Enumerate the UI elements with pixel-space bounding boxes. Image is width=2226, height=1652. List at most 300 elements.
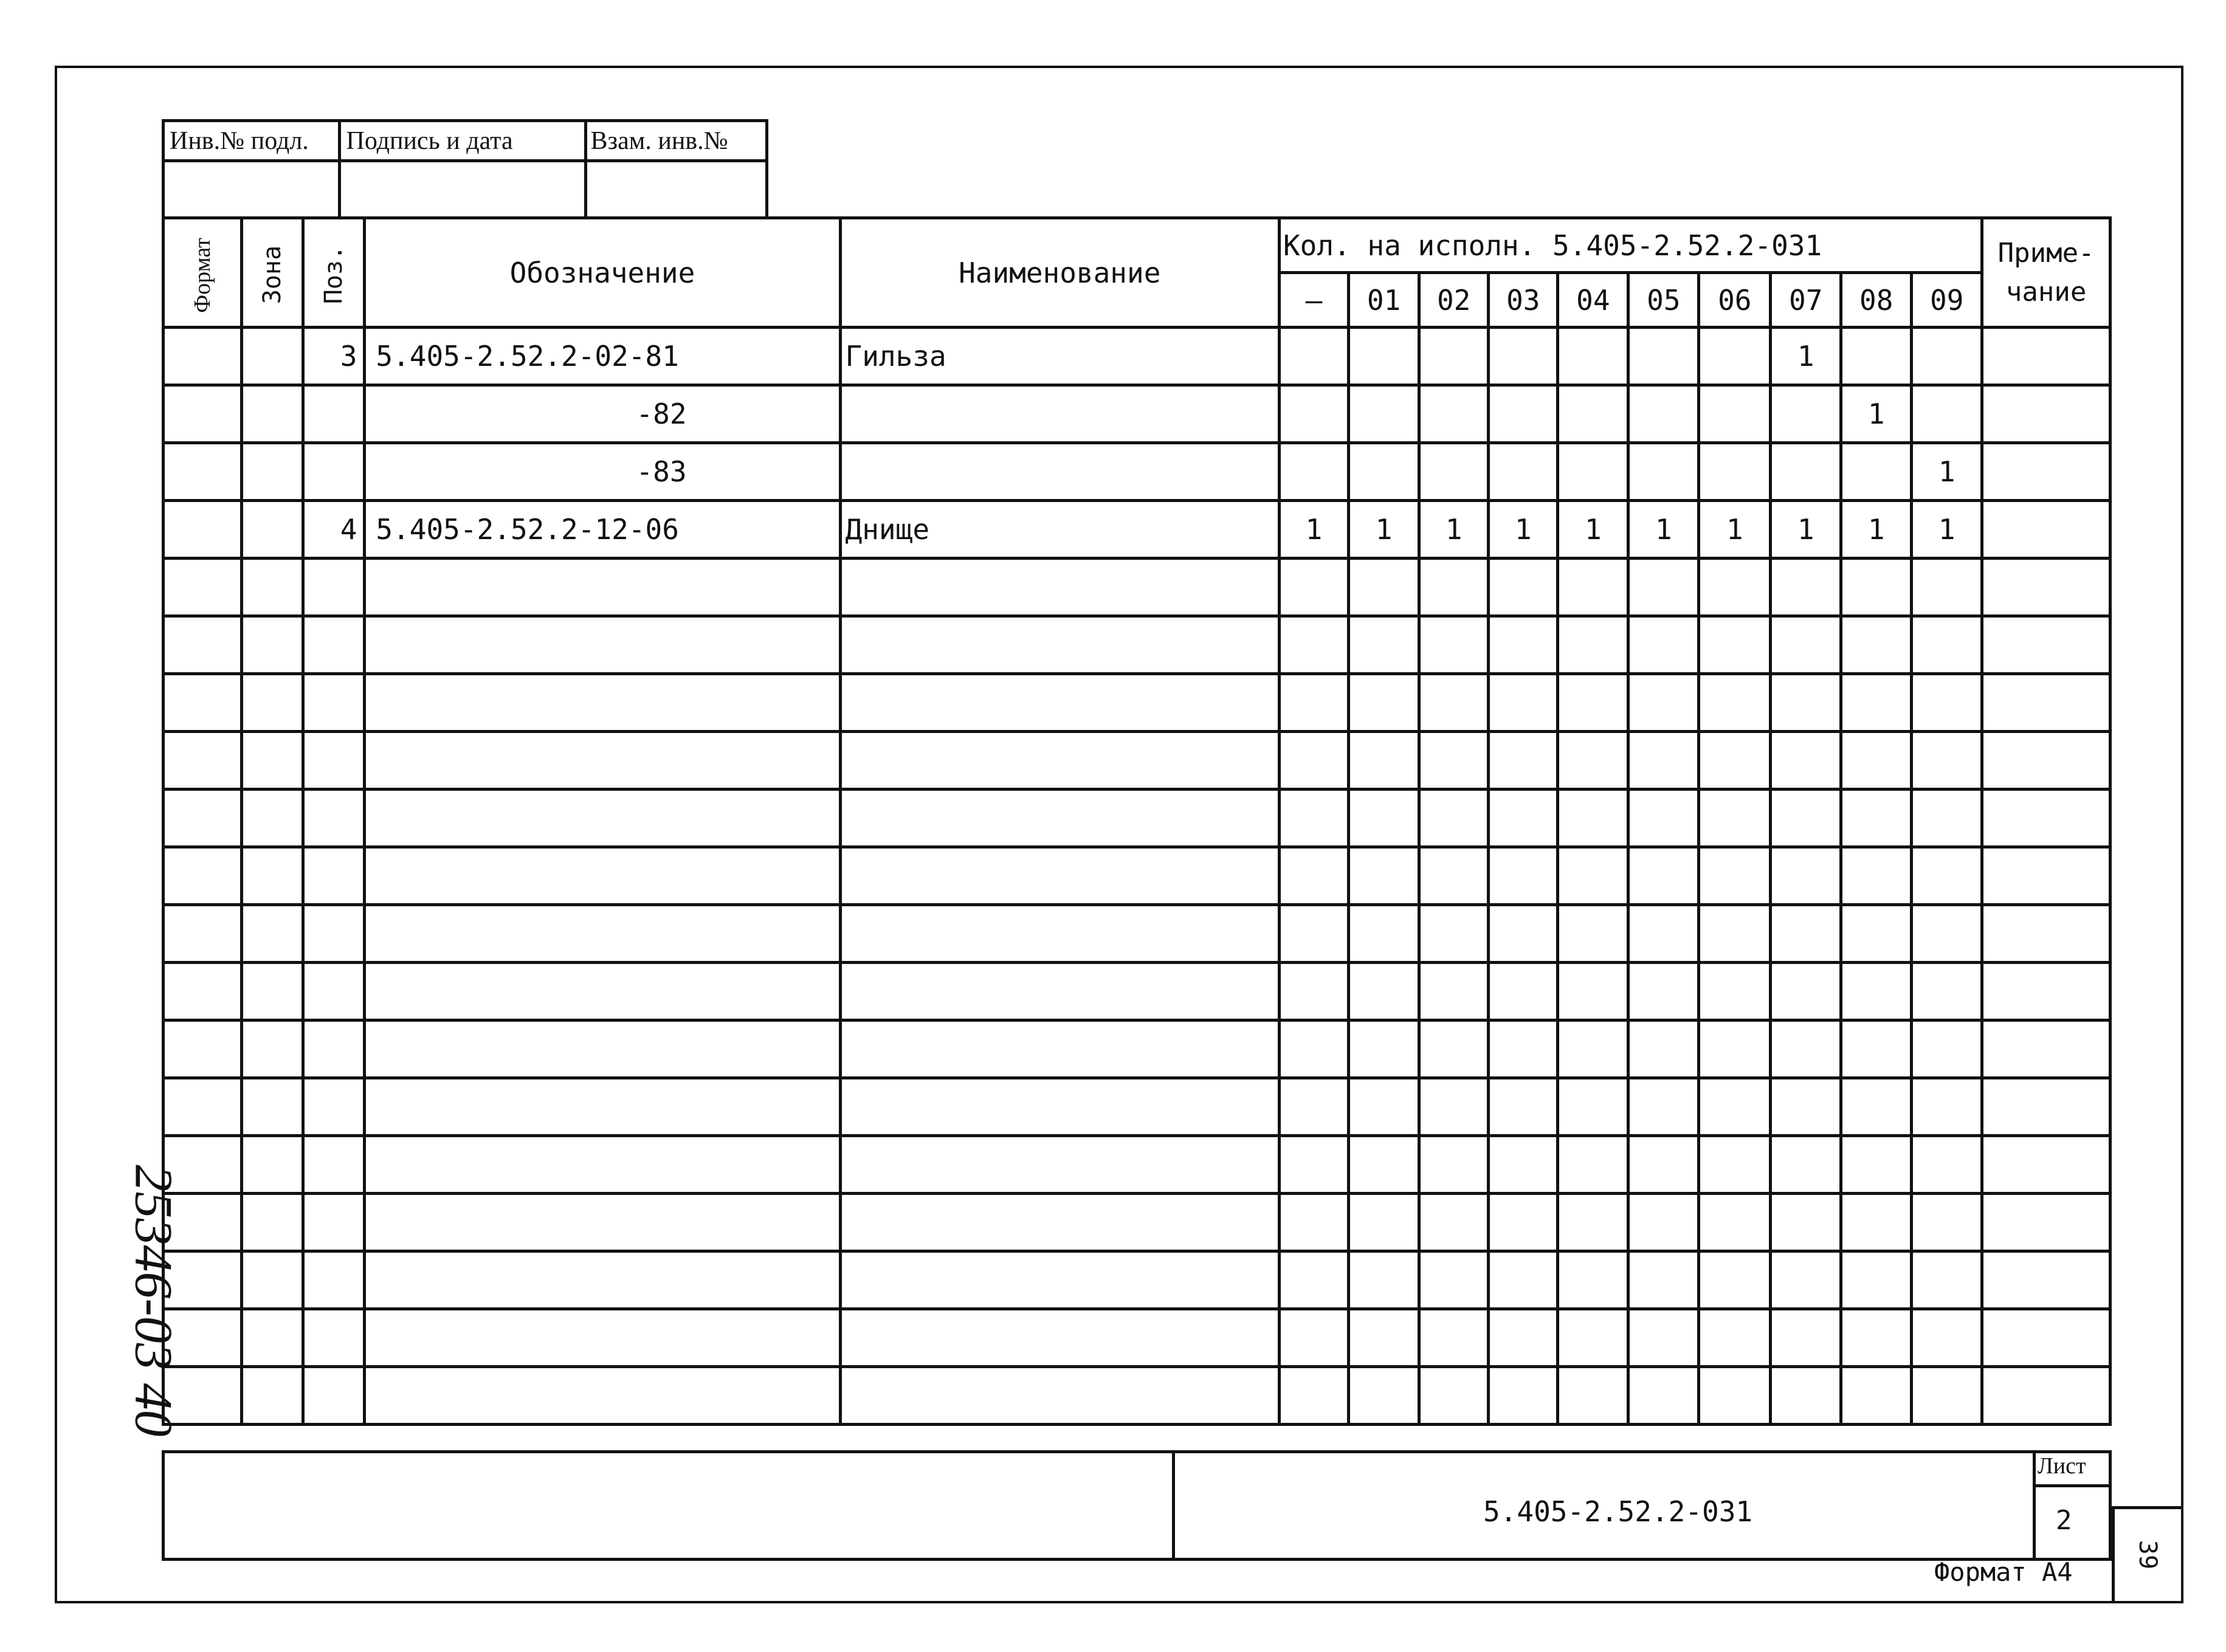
title-block [162,1450,2112,1561]
format-cell [164,847,242,905]
qty-cell [1279,963,1348,1020]
col-note-header: Приме- чание [1982,218,2111,328]
qty-cell [1771,1020,1841,1078]
zone-cell [241,732,303,790]
qty-cell [1489,963,1558,1020]
qty-cell [1419,847,1489,905]
designation-cell [365,1367,840,1425]
qty-header: Кол. на исполн. 5.405-2.52.2-031 [1279,218,1982,273]
qty-cell [1558,1194,1628,1251]
qty-cell [1628,616,1699,674]
zone-cell [241,616,303,674]
approval-stamp [162,119,768,219]
qty-cell [1558,674,1628,732]
qty-cell [1699,616,1771,674]
qty-cell [1699,732,1771,790]
sheet-number: 2 [2056,1505,2072,1536]
name-cell [840,385,1279,443]
name-cell [840,443,1279,501]
designation-cell [365,674,840,732]
name-cell [840,674,1279,732]
qty-cell [1771,963,1841,1020]
qty-cell [1489,905,1558,963]
qty-cell [1349,616,1419,674]
qty-cell [1841,1309,1912,1367]
qty-cell [1279,674,1348,732]
qty-cell [1912,1078,1982,1136]
qty-cell [1628,905,1699,963]
qty-cell [1419,328,1489,385]
empty-table-row [164,1251,2111,1309]
zone-cell [241,1020,303,1078]
qty-cell [1912,674,1982,732]
designation-cell: 5.405-2.52.2-12-06 [365,501,840,559]
note-cell [1982,674,2111,732]
qty-cell [1841,1136,1912,1194]
qty-cell [1349,1309,1419,1367]
qty-cell [1912,328,1982,385]
qty-cell [1349,674,1419,732]
qty-cell [1771,732,1841,790]
qty-cell: 1 [1279,501,1348,559]
qty-cell [1279,616,1348,674]
format-cell [164,790,242,847]
format-cell [164,674,242,732]
qty-cell [1628,1309,1699,1367]
qty-cell [1699,963,1771,1020]
qty-cell [1279,1194,1348,1251]
pos-cell [303,385,365,443]
qty-cell [1489,1136,1558,1194]
qty-cell [1489,1367,1558,1425]
stamp-signature-cell [340,161,585,218]
format-cell [164,501,242,559]
qty-cell [1489,385,1558,443]
qty-cell [1699,328,1771,385]
qty-cell: 1 [1558,501,1628,559]
qty-cell [1279,385,1348,443]
qty-cell [1489,1309,1558,1367]
qty-cell [1628,790,1699,847]
zone-cell [241,1367,303,1425]
note-cell [1982,1309,2111,1367]
qty-cell [1771,1251,1841,1309]
variant-header: 05 [1628,273,1699,328]
zone-cell [241,1136,303,1194]
pos-cell [303,1194,365,1251]
qty-cell [1349,385,1419,443]
name-cell [840,1194,1279,1251]
zone-cell [241,1078,303,1136]
variant-header: 01 [1349,273,1419,328]
qty-cell [1558,1078,1628,1136]
zone-cell [241,559,303,616]
pos-cell [303,1136,365,1194]
qty-cell: 1 [1699,501,1771,559]
qty-cell [1628,963,1699,1020]
note-cell [1982,1136,2111,1194]
qty-cell [1558,790,1628,847]
empty-table-row [164,674,2111,732]
qty-cell [1558,328,1628,385]
empty-table-row [164,1136,2111,1194]
stamp-inv-header: Инв.№ подл. [164,121,340,161]
qty-cell [1771,790,1841,847]
qty-cell [1489,559,1558,616]
name-cell [840,905,1279,963]
name-cell [840,963,1279,1020]
qty-cell [1912,559,1982,616]
qty-cell [1699,1194,1771,1251]
qty-cell [1628,443,1699,501]
qty-cell [1699,443,1771,501]
qty-cell [1771,1367,1841,1425]
qty-cell [1771,1194,1841,1251]
empty-table-row [164,1020,2111,1078]
note-cell [1982,501,2111,559]
name-cell [840,847,1279,905]
qty-cell [1841,1078,1912,1136]
qty-cell [1419,790,1489,847]
pos-cell: 4 [303,501,365,559]
note-cell [1982,1078,2111,1136]
qty-cell [1349,963,1419,1020]
qty-cell [1279,559,1348,616]
zone-cell [241,790,303,847]
qty-cell [1279,1309,1348,1367]
note-cell [1982,328,2111,385]
qty-cell [1841,616,1912,674]
designation-cell [365,559,840,616]
col-designation-header: Обозначение [365,218,840,328]
qty-cell: 1 [1841,385,1912,443]
empty-table-row [164,559,2111,616]
qty-cell [1419,1309,1489,1367]
qty-cell [1558,732,1628,790]
qty-cell [1349,1020,1419,1078]
qty-cell [1558,559,1628,616]
qty-cell [1912,385,1982,443]
qty-cell [1558,443,1628,501]
variant-header: 03 [1489,273,1558,328]
note-cell [1982,905,2111,963]
qty-cell [1419,963,1489,1020]
qty-cell [1699,1078,1771,1136]
qty-cell [1699,1020,1771,1078]
qty-cell [1841,559,1912,616]
qty-cell [1841,847,1912,905]
sheet-label: Лист [2038,1453,2086,1479]
pos-cell: 3 [303,328,365,385]
table-row [164,328,2111,385]
qty-cell [1558,905,1628,963]
pos-cell [303,1020,365,1078]
page-number: 39 [2134,1540,2162,1570]
qty-cell [1419,385,1489,443]
name-cell [840,1020,1279,1078]
qty-cell [1628,1194,1699,1251]
qty-cell [1279,790,1348,847]
qty-cell [1841,963,1912,1020]
zone-cell [241,674,303,732]
empty-table-row [164,1078,2111,1136]
qty-cell [1558,385,1628,443]
variant-header: 07 [1771,273,1841,328]
qty-cell [1349,1078,1419,1136]
col-pos-header: Поз. [303,218,365,328]
qty-cell [1912,905,1982,963]
specification-table [162,216,2112,1426]
designation-cell [365,616,840,674]
designation-cell: 5.405-2.52.2-02-81 [365,328,840,385]
note-cell [1982,559,2111,616]
designation-cell [365,1309,840,1367]
qty-cell [1349,328,1419,385]
name-cell [840,1309,1279,1367]
col-zone-header: Зона [241,218,303,328]
qty-cell [1279,905,1348,963]
empty-table-row [164,963,2111,1020]
qty-cell [1349,443,1419,501]
qty-cell [1558,963,1628,1020]
format-cell [164,616,242,674]
qty-cell [1912,1194,1982,1251]
pos-cell [303,1251,365,1309]
qty-cell: 1 [1489,501,1558,559]
empty-table-row [164,1194,2111,1251]
qty-cell [1489,328,1558,385]
name-cell [840,1367,1279,1425]
note-cell [1982,1020,2111,1078]
qty-cell [1628,1136,1699,1194]
format-cell [164,1078,242,1136]
qty-cell [1349,905,1419,963]
qty-cell [1279,847,1348,905]
note-cell [1982,790,2111,847]
qty-cell [1349,847,1419,905]
qty-cell [1419,616,1489,674]
qty-cell [1699,905,1771,963]
qty-cell [1279,1078,1348,1136]
zone-cell [241,328,303,385]
note-cell [1982,385,2111,443]
stamp-signature-header: Подпись и дата [340,121,585,161]
qty-cell [1349,790,1419,847]
empty-table-row [164,732,2111,790]
qty-cell [1419,732,1489,790]
qty-cell [1841,328,1912,385]
format-cell [164,963,242,1020]
designation-cell: -83 [365,443,840,501]
qty-cell [1628,1020,1699,1078]
qty-cell [1628,847,1699,905]
qty-cell [1489,790,1558,847]
qty-cell [1558,1020,1628,1078]
qty-cell [1771,559,1841,616]
designation-cell [365,732,840,790]
qty-cell [1489,732,1558,790]
qty-cell [1771,674,1841,732]
name-cell [840,1251,1279,1309]
designation-cell [365,1251,840,1309]
format-cell [164,559,242,616]
title-block-divider [1172,1450,1175,1561]
note-cell [1982,616,2111,674]
designation-cell [365,1194,840,1251]
qty-cell [1771,616,1841,674]
zone-cell [241,963,303,1020]
note-cell [1982,1194,2111,1251]
qty-cell [1419,1251,1489,1309]
zone-cell [241,905,303,963]
qty-cell: 1 [1771,501,1841,559]
variant-header: 09 [1912,273,1982,328]
format-label: Формат А4 [1934,1557,2073,1587]
margin-note: 25346-03 40 [123,1165,183,1437]
qty-cell [1912,1020,1982,1078]
qty-cell: 1 [1912,443,1982,501]
qty-cell [1279,1367,1348,1425]
qty-cell [1489,847,1558,905]
stamp-inv-cell [164,161,340,218]
note-cell [1982,732,2111,790]
table-row [164,443,2111,501]
designation-cell: -82 [365,385,840,443]
pos-cell [303,905,365,963]
pos-cell [303,616,365,674]
qty-cell [1841,1251,1912,1309]
qty-cell [1489,1078,1558,1136]
qty-cell [1699,1251,1771,1309]
qty-cell [1489,443,1558,501]
qty-cell [1279,328,1348,385]
qty-cell [1419,1194,1489,1251]
empty-table-row [164,905,2111,963]
qty-cell [1558,1367,1628,1425]
qty-cell [1699,1136,1771,1194]
zone-cell [241,1309,303,1367]
qty-cell: 1 [1771,328,1841,385]
qty-cell [1841,1194,1912,1251]
qty-cell [1349,732,1419,790]
qty-cell [1489,1194,1558,1251]
stamp-replace-cell [585,161,767,218]
format-cell [164,328,242,385]
qty-cell [1912,847,1982,905]
col-name-header: Наименование [840,218,1279,328]
name-cell: Гильза [840,328,1279,385]
pos-cell [303,674,365,732]
col-format-header: Формат [164,218,242,328]
qty-cell [1349,1367,1419,1425]
qty-cell: 1 [1628,501,1699,559]
qty-cell [1912,1251,1982,1309]
qty-cell [1699,790,1771,847]
format-cell [164,443,242,501]
qty-cell [1771,385,1841,443]
qty-cell [1841,443,1912,501]
qty-cell [1628,1251,1699,1309]
name-cell [840,732,1279,790]
qty-cell [1912,1367,1982,1425]
qty-cell [1841,674,1912,732]
qty-cell [1279,1136,1348,1194]
variant-header: 04 [1558,273,1628,328]
pos-cell [303,963,365,1020]
name-cell [840,1136,1279,1194]
empty-table-row [164,616,2111,674]
note-cell [1982,1367,2111,1425]
variant-header: 06 [1699,273,1771,328]
qty-cell: 1 [1349,501,1419,559]
qty-cell [1628,559,1699,616]
name-cell [840,790,1279,847]
qty-cell [1699,847,1771,905]
qty-cell [1628,1078,1699,1136]
qty-cell [1628,1367,1699,1425]
qty-cell [1628,732,1699,790]
qty-cell [1699,1309,1771,1367]
variant-header: – [1279,273,1348,328]
empty-table-row [164,847,2111,905]
qty-cell [1628,674,1699,732]
qty-cell [1771,1078,1841,1136]
variant-header: 08 [1841,273,1912,328]
qty-cell [1419,559,1489,616]
pos-cell [303,732,365,790]
note-cell [1982,963,2111,1020]
designation-cell [365,847,840,905]
pos-cell [303,1078,365,1136]
qty-cell [1699,559,1771,616]
qty-cell [1279,443,1348,501]
name-cell [840,559,1279,616]
pos-cell [303,790,365,847]
qty-cell [1771,443,1841,501]
zone-cell [241,1251,303,1309]
qty-cell [1419,905,1489,963]
table-row [164,385,2111,443]
qty-cell [1771,847,1841,905]
designation-cell [365,963,840,1020]
designation-cell [365,1020,840,1078]
qty-cell [1558,616,1628,674]
qty-cell [1912,1309,1982,1367]
name-cell: Днище [840,501,1279,559]
pos-cell [303,559,365,616]
qty-cell [1279,732,1348,790]
pos-cell [303,1367,365,1425]
qty-cell [1419,1020,1489,1078]
format-cell [164,1020,242,1078]
qty-cell [1771,1136,1841,1194]
zone-cell [241,501,303,559]
qty-cell [1349,1194,1419,1251]
empty-table-row [164,790,2111,847]
qty-cell [1279,1020,1348,1078]
qty-cell [1628,328,1699,385]
designation-cell [365,905,840,963]
qty-cell [1419,443,1489,501]
zone-cell [241,847,303,905]
qty-cell [1699,674,1771,732]
qty-cell [1699,1367,1771,1425]
qty-cell [1419,1367,1489,1425]
document-code: 5.405-2.52.2-031 [1483,1495,1753,1528]
zone-cell [241,1194,303,1251]
qty-cell [1558,1251,1628,1309]
qty-cell [1841,1020,1912,1078]
